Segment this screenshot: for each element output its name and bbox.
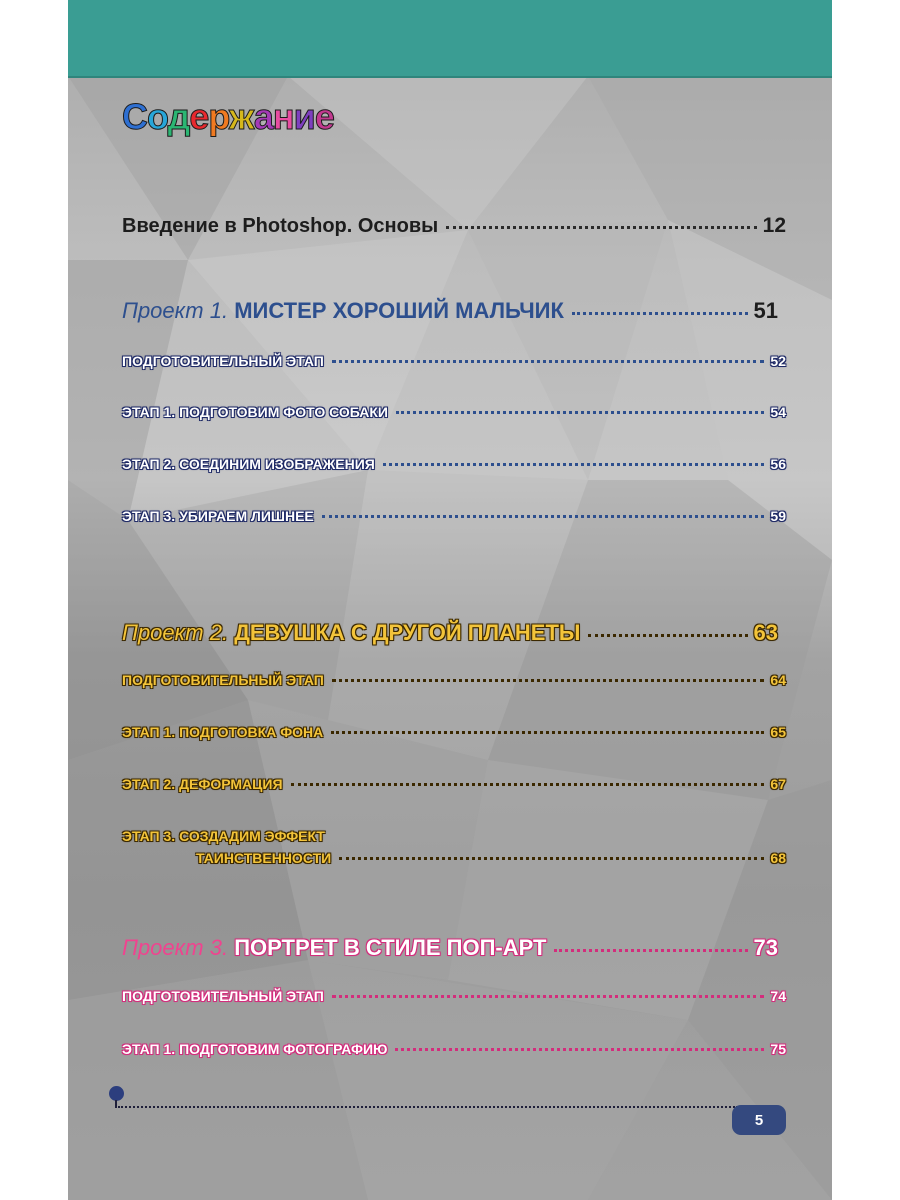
- toc-page-number: 63: [753, 620, 778, 645]
- toc-page-number: 73: [753, 935, 778, 960]
- toc-entry-label: ТАИНСТВЕННОСТИ: [196, 850, 332, 866]
- title-letter: е: [314, 96, 334, 137]
- dot-leader: [572, 312, 748, 315]
- page-title: [122, 96, 334, 138]
- page-number-badge: 5: [732, 1105, 786, 1135]
- title-letter: С: [122, 96, 147, 137]
- project-name: ДЕВУШКА С ДРУГОЙ ПЛАНЕТЫ: [234, 620, 581, 645]
- dot-leader: [395, 1048, 764, 1051]
- toc-page-number: 56: [770, 456, 786, 472]
- polygon-background: [68, 0, 832, 1200]
- dot-leader: [554, 949, 747, 952]
- toc-entry-label: ЭТАП 1. ПОДГОТОВИМ ФОТОГРАФИЮ: [122, 1041, 388, 1057]
- dot-leader: [383, 463, 765, 466]
- toc-page-number: 52: [770, 353, 786, 369]
- toc-entry-label: ПОДГОТОВИТЕЛЬНЫЙ ЭТАП: [122, 988, 324, 1004]
- toc-entry-project-3[interactable]: [122, 935, 778, 961]
- toc-entry-label: ПОДГОТОВИТЕЛЬНЫЙ ЭТАП: [122, 353, 324, 369]
- toc-page-number: 75: [770, 1041, 786, 1057]
- project-prefix: Проект 3.: [122, 935, 229, 960]
- project-prefix: Проект 2.: [122, 620, 229, 645]
- title-letter: а: [253, 96, 273, 137]
- toc-entry-label: ПОДГОТОВИТЕЛЬНЫЙ ЭТАП: [122, 672, 324, 688]
- toc-entry-stage[interactable]: [122, 672, 786, 688]
- toc-page-number: 64: [770, 672, 786, 688]
- toc-entry-label: ЭТАП 3. УБИРАЕМ ЛИШНЕЕ: [122, 508, 314, 524]
- toc-entry-project-1[interactable]: [122, 298, 778, 324]
- dot-leader: [446, 226, 756, 229]
- toc-entry-stage[interactable]: [122, 353, 786, 369]
- toc-entry-stage[interactable]: [196, 850, 786, 866]
- toc-entry-stage[interactable]: [122, 776, 786, 792]
- dot-leader: [322, 515, 765, 518]
- toc-entry-label: Введение в Photoshop. Основы: [122, 215, 439, 237]
- title-letter: н: [272, 96, 294, 137]
- book-page: [68, 0, 832, 1200]
- pin-icon: [109, 1086, 124, 1101]
- title-letter: и: [293, 96, 315, 137]
- dot-leader: [332, 360, 765, 363]
- toc-page-number: 74: [770, 988, 786, 1004]
- toc-entry-label: ЭТАП 2. ДЕФОРМАЦИЯ: [122, 776, 283, 792]
- project-name: МИСТЕР ХОРОШИЙ МАЛЬЧИК: [234, 298, 564, 323]
- dot-leader: [396, 411, 764, 414]
- toc-entry-stage[interactable]: [122, 456, 786, 472]
- title-letter: д: [167, 96, 190, 137]
- title-letter: е: [189, 96, 209, 137]
- toc-page-number: 67: [770, 776, 786, 792]
- toc-entry-stage[interactable]: [122, 724, 786, 740]
- footer-dotted-line: [118, 1106, 738, 1108]
- title-letter: р: [208, 96, 229, 137]
- toc-entry-stage-line1: ЭТАП 3. СОЗДАДИМ ЭФФЕКТ: [122, 828, 325, 844]
- toc-entry-label: [122, 298, 564, 324]
- dot-leader: [332, 995, 765, 998]
- project-prefix: Проект 1.: [122, 298, 229, 323]
- toc-page-number: 54: [770, 404, 786, 420]
- dot-leader: [339, 857, 764, 860]
- toc-entry-label: ЭТАП 2. СОЕДИНИМ ИЗОБРАЖЕНИЯ: [122, 456, 375, 472]
- dot-leader: [588, 634, 747, 637]
- toc-page-number: 65: [770, 724, 786, 740]
- toc-entry-stage[interactable]: [122, 404, 786, 420]
- toc-entry-label: ЭТАП 1. ПОДГОТОВИМ ФОТО СОБАКИ: [122, 404, 388, 420]
- toc-entry-stage[interactable]: [122, 1041, 786, 1057]
- toc-page-number: 59: [770, 508, 786, 524]
- title-letter: ж: [228, 96, 254, 137]
- dot-leader: [331, 731, 764, 734]
- teal-header-band: [68, 0, 832, 76]
- project-name: ПОРТРЕТ В СТИЛЕ ПОП-АРТ: [234, 935, 547, 960]
- toc-entry-stage[interactable]: [122, 988, 786, 1004]
- toc-page-number: 51: [753, 298, 778, 323]
- toc-entry-project-2[interactable]: [122, 620, 778, 646]
- title-letter: о: [147, 96, 168, 137]
- toc-entry-intro[interactable]: [122, 214, 786, 238]
- toc-entry-label: [122, 620, 580, 646]
- toc-entry-label: ЭТАП 1. ПОДГОТОВКА ФОНА: [122, 724, 324, 740]
- dot-leader: [332, 679, 765, 682]
- toc-page-number: 68: [770, 850, 786, 866]
- dot-leader: [291, 783, 765, 786]
- toc-entry-stage[interactable]: [122, 508, 786, 524]
- toc-page-number: 12: [762, 214, 786, 237]
- toc-entry-label: [122, 935, 546, 961]
